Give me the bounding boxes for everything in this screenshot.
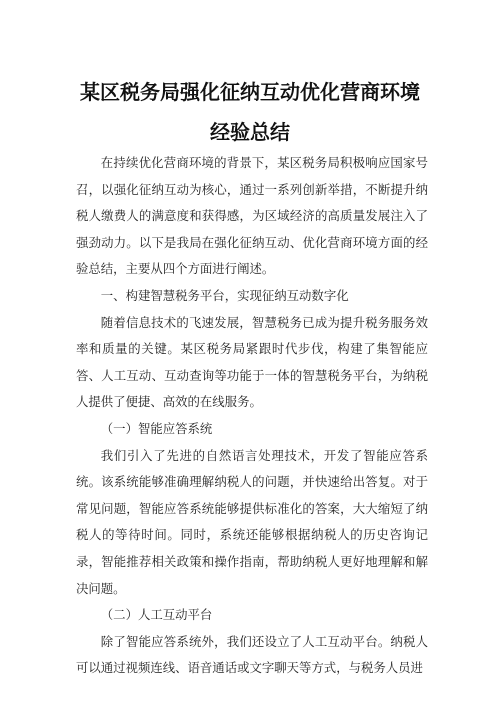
document-body xyxy=(76,150,428,682)
section-1-paragraph: 随着信息技术的飞速发展，智慧税务已成为提升税务服务效率和质量的关键。某区税务局紧跟时代步伐，构建了集智能应答、人工互动、互动查询等功能于一体的智慧税务平台，为纳税人提供了便捷、高效的在线服务。 xyxy=(76,314,428,410)
document-title-line-2: 经验总结 xyxy=(210,120,290,144)
section-heading-1: 一、构建智慧税务平台，实现征纳互动数字化 xyxy=(100,287,349,303)
intro-paragraph: 在持续优化营商环境的背景下，某区税务局积极响应国家号召，以强化征纳互动为核心，通过一系列创新举措，不断提升纳税人缴费人的满意度和获得感，为区域经济的高质量发展注入了强劲动力。以下是我局在强化征纳互动、优化营商环境方面的经验总结，主要从四个方面进行阐述。 xyxy=(76,155,428,277)
subsection-2-paragraph: 除了智能应答系统外，我们还设立了人工互动平台。纳税人可以通过视频连线、语音通话或文字聊天等方式，与税务人员进 xyxy=(76,633,428,676)
subsection-heading-1: （一）智能应答系统 xyxy=(100,420,213,436)
subsection-heading-2: （二）人工互动平台 xyxy=(100,607,213,623)
subsection-1-paragraph: 我们引入了先进的自然语言处理技术，开发了智能应答系统。该系统能够准确理解纳税人的问题，并快速给出答复。对于常见问题，智能应答系统能够提供标准化的答案，大大缩短了纳税人的等待时间。同时，系统还能够根据纳税人的历史咨询记录，智能推荐相关政策和操作指南，帮助纳税人更好地理解和解决问题。 xyxy=(76,447,428,596)
document-title-line-1: 某区税务局强化征纳互动优化营商环境 xyxy=(80,80,420,104)
